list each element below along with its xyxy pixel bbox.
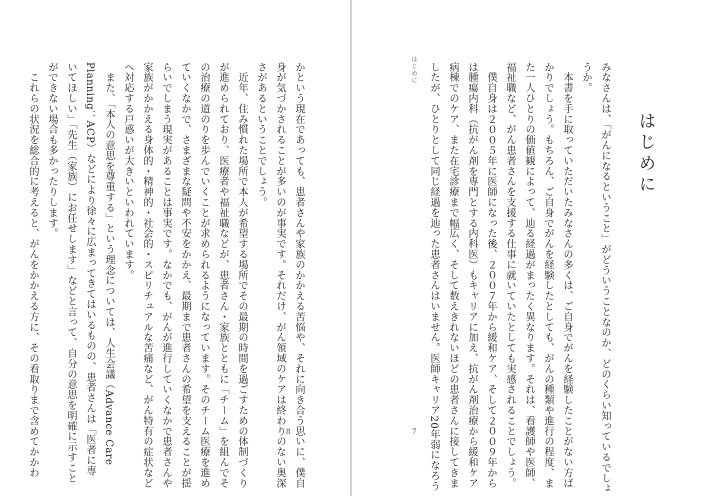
running-head: はじめに (410, 56, 417, 84)
left-page-body-text: かという現在であっても、患者さんや家族のかかえる苦悩や、それに向き合う思いに、僕自 身が気づかされることが多いのが事実です。それだけ、がん領域のケアは終わりのない奥深 さがあるということでしょう。 近年、住み慣れた場所で本人が希望する場所でその最期の時間を過ごすための体制づくり が進められており、医療者や福祉職などが、患者さん・家族とともに「チーム」を組んでそ の治療の道のりを歩んでいくことが求められるようになっています。そのチーム医療を進め ていくなかで、さまざまな疑問や不安をかかえ、最期まで患者さんの希望を支えることが揺 らいでしまう現実があることは事実です。なかでも、がんが進行していくなかで患者さんや 家族がかかえる身体的・精神的・社会的・スピリチュアルな苦痛など、がん特有の症状など へ対応する戸惑いが大きいといわれています。 また、「本人の意思を尊重する」という理念については、人生会議（Advance Care Planning：ACP）などにより徐々に広まってきてはいるものの、患者さんは「医者に専 いてほしい」「先生（家族）にお任せします」などと言って、自分の意思を明確に示すこと ができない場合も多かったりします。 これらの状況を総合的に考えると、がんをかかえる方に、その看取りまで含めてかかわ (27, 62, 304, 489)
left-page-number: 8 (286, 428, 291, 436)
right-page-body-text: みなさんは、「がんになるということ」がどういうことなのか、どのくらい知っているでしょ うか。 本書を手に取っていただいたみなさんの多くは、ご自身でがんを経験したことがない方ば かりでしょう。もちろん、ご自身でがんを経験したとしても、がんの種類や進行の程度、ま た一人ひとりの価値観によって、辿る経過がまったく異なります。それは、看護師や医師、 福祉職など、がん患者さんを支援する仕事に就いていたとしても実感されることでしょう。 僕自身は２００５年に医師になった後、２００７年から緩和ケア、そして２００９年から は腫瘍内科（抗がん剤を専門とする内科医）もキャリアに加え、抗がん剤治療から緩和ケア 病棟でのケア、また在宅診療まで幅広く、そして数えきれないほどの患者さんに接してきま したが、ひとりとして同じ経過を辿った患者さんはいません。医師キャリア20年弱になろう (428, 62, 610, 494)
left-page (0, 0, 350, 496)
chapter-title: はじめに (635, 112, 655, 196)
right-page-number: 7 (412, 428, 417, 436)
right-page (352, 0, 702, 496)
